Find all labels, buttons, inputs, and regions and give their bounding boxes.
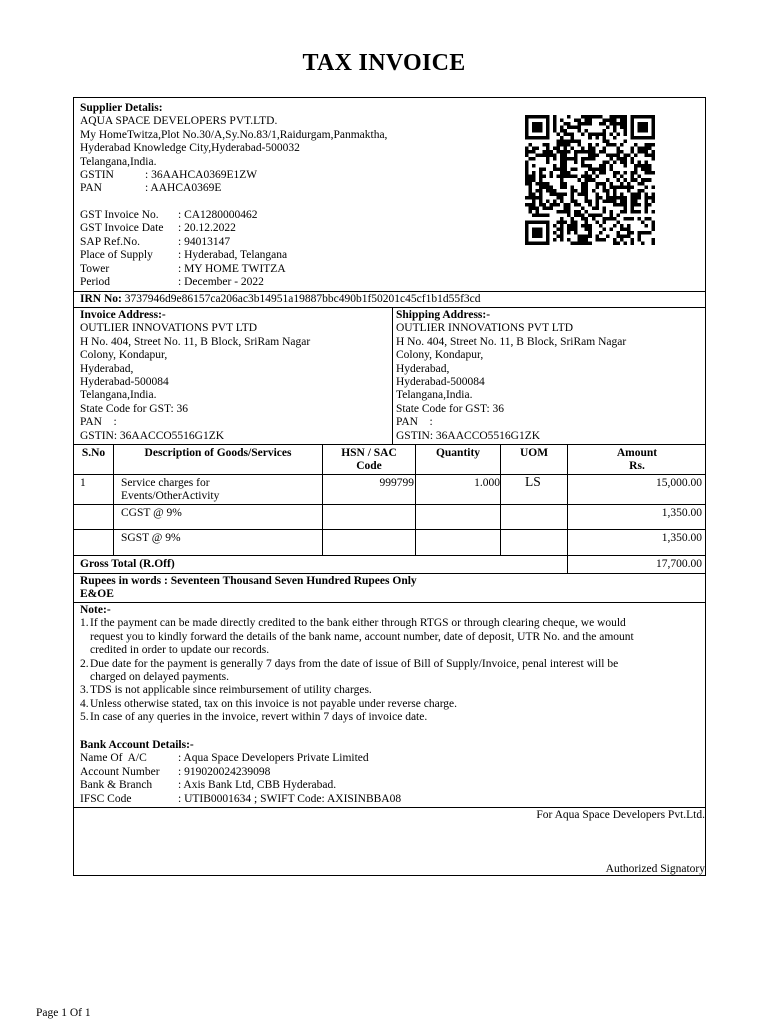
divider xyxy=(73,474,706,475)
address-line: OUTLIER INNOVATIONS PVT LTD xyxy=(80,322,258,335)
address-line: H No. 404, Street No. 11, B Block, SriRam Nagar xyxy=(396,335,627,348)
irn-row xyxy=(80,293,700,306)
qr-modules xyxy=(525,115,655,245)
meta-label: Period xyxy=(80,276,111,289)
gross-total-value: 17,700.00 xyxy=(656,558,702,570)
address-line: PAN : xyxy=(396,416,433,429)
table-cell-amount: 1,350.00 xyxy=(661,507,702,519)
meta-value: : CA1280000462 xyxy=(178,209,258,221)
page-title: TAX INVOICE xyxy=(302,50,466,76)
note-line: charged on delayed payments. xyxy=(90,671,230,684)
note-number: 5. xyxy=(80,711,89,724)
bank-label: Account Number xyxy=(80,765,160,778)
pan-label: PAN xyxy=(80,182,102,195)
divider xyxy=(73,291,706,292)
bank-details xyxy=(80,739,700,806)
divider xyxy=(73,307,706,308)
words-line: Rupees in words : Seventeen Thousand Seven Hundred Rupees Only xyxy=(80,575,417,587)
table-cell-amount: 1,350.00 xyxy=(661,532,702,544)
note-number: 4. xyxy=(80,697,89,710)
table-cell-amount: 15,000.00 xyxy=(656,477,702,489)
meta-label: Tower xyxy=(80,262,110,275)
note-number: 1. xyxy=(80,617,89,630)
address-line: State Code for GST: 36 xyxy=(80,402,189,415)
address-line: Telangana,India. xyxy=(396,389,473,402)
divider xyxy=(500,444,501,555)
note-number: 2. xyxy=(80,657,89,670)
supplier-heading: Supplier Detalis: xyxy=(80,102,163,114)
meta-value: : 20.12.2022 xyxy=(178,222,236,235)
divider xyxy=(73,529,706,530)
address-line: State Code for GST: 36 xyxy=(396,402,505,415)
shipping-address-heading: Shipping Address:- xyxy=(396,309,491,321)
supplier-address: Telangana,India. xyxy=(80,155,157,168)
note-item xyxy=(80,617,702,657)
divider xyxy=(73,807,706,808)
address-line: Telangana,India. xyxy=(80,389,157,402)
amount-in-words xyxy=(80,575,700,602)
bank-value: : Axis Bank Ltd, CBB Hyderabad. xyxy=(178,779,337,792)
invoice-meta xyxy=(80,209,380,289)
note-line: Unless otherwise stated, tax on this invoice is not payable under reverse charge. xyxy=(90,697,458,710)
notes-section xyxy=(80,604,702,725)
note-line: request you to kindly forward the details of the bank name, account number, date of deposit, UTR No. and the amount xyxy=(90,630,634,643)
supplier-address: Hyderabad Knowledge City,Hyderabad-500032 xyxy=(80,142,300,155)
bank-value: : Aqua Space Developers Private Limited xyxy=(178,752,369,765)
table-cell-uom: LS xyxy=(525,474,541,489)
supplier-name: AQUA SPACE DEVELOPERS PVT.LTD. xyxy=(80,115,278,128)
irn-value: 3737946d9e86157ca206ac3b14951a19887bbc490b1f50201c45cf1b1d55f3cd xyxy=(124,293,481,305)
qr-code xyxy=(525,115,655,245)
divider xyxy=(113,444,114,555)
table-cell-description: SGST @ 9% xyxy=(121,532,181,544)
address-line: Colony, Kondapur, xyxy=(396,349,484,362)
note-item xyxy=(80,658,702,685)
address-line: Hyderabad, xyxy=(80,362,134,375)
bank-label: Bank & Branch xyxy=(80,779,153,792)
address-line: GSTIN: 36AACCO5516G1ZK xyxy=(396,429,541,442)
eoe-note: E&OE xyxy=(80,588,114,601)
meta-label: SAP Ref.No. xyxy=(80,235,140,248)
divider xyxy=(73,504,706,505)
page-number: Page 1 Of 1 xyxy=(36,1007,91,1019)
col-header-hsn xyxy=(323,447,415,474)
address-line: Colony, Kondapur, xyxy=(80,349,168,362)
note-line: credited in order to update our records. xyxy=(90,644,270,657)
table-cell-description xyxy=(121,477,321,504)
pan-value: : AAHCA0369E xyxy=(145,182,222,195)
col-header-description: Description of Goods/Services xyxy=(144,447,292,459)
col-header-amount-line: Amount xyxy=(616,447,658,459)
col-header-amount xyxy=(568,447,706,474)
supplier-details xyxy=(80,102,520,196)
col-header-hsn-line: Code xyxy=(356,460,382,473)
meta-label: GST Invoice Date xyxy=(80,222,164,235)
invoice-address-heading: Invoice Address:- xyxy=(80,309,166,321)
address-line: Hyderabad-500084 xyxy=(80,376,169,389)
col-header-amount-line: Rs. xyxy=(629,460,645,473)
gstin-value: : 36AAHCA0369E1ZW xyxy=(145,169,258,182)
supplier-address: My HomeTwitza,Plot No.30/A,Sy.No.83/1,Raidurgam,Panmaktha, xyxy=(80,128,388,141)
divider xyxy=(392,307,393,444)
shipping-address xyxy=(396,309,701,443)
address-line: Hyderabad, xyxy=(396,362,450,375)
bank-value: : UTIB0001634 ; SWIFT Code: AXISINBBA08 xyxy=(178,792,402,805)
address-line: PAN : xyxy=(80,416,117,429)
meta-value: : December - 2022 xyxy=(178,276,264,289)
address-line: H No. 404, Street No. 11, B Block, SriRam Nagar xyxy=(80,335,311,348)
divider xyxy=(73,602,706,603)
signature-for: For Aqua Space Developers Pvt.Ltd. xyxy=(536,809,705,821)
col-header-sno: S.No xyxy=(81,447,106,459)
col-header-quantity: Quantity xyxy=(435,447,481,459)
bank-heading: Bank Account Details:- xyxy=(80,739,194,751)
note-line: TDS is not applicable since reimbursement of utility charges. xyxy=(90,684,372,697)
divider xyxy=(73,573,706,574)
table-cell-hsn: 999799 xyxy=(379,477,414,489)
table-cell-sno: 1 xyxy=(80,477,86,489)
meta-value: : 94013147 xyxy=(178,235,231,248)
note-item xyxy=(80,698,702,711)
irn-label: IRN No: xyxy=(80,293,122,305)
bank-value: : 919020024239098 xyxy=(178,765,271,778)
description-line: Service charges for xyxy=(121,477,210,489)
note-line: Due date for the payment is generally 7 days from the date of issue of Bill of Supply/Invoice, penal interest will be xyxy=(90,657,619,670)
meta-value: : MY HOME TWITZA xyxy=(178,262,286,275)
address-line: Hyderabad-500084 xyxy=(396,376,485,389)
meta-value: : Hyderabad, Telangana xyxy=(178,249,288,262)
col-header-hsn-line: HSN / SAC xyxy=(341,447,397,459)
table-cell-quantity: 1.000 xyxy=(474,477,500,489)
note-number: 3. xyxy=(80,684,89,697)
invoice-address xyxy=(80,309,390,443)
address-line: GSTIN: 36AACCO5516G1ZK xyxy=(80,429,225,442)
description-line: Events/OtherActivity xyxy=(121,490,220,503)
meta-label: GST Invoice No. xyxy=(80,209,159,221)
note-line: If the payment can be made directly credited to the bank either through RTGS or through clearing cheque, we would xyxy=(90,617,626,630)
note-item xyxy=(80,684,702,697)
divider xyxy=(73,555,706,556)
authorized-signatory: Authorized Signatory xyxy=(605,863,705,875)
divider xyxy=(73,444,706,445)
divider xyxy=(415,444,416,555)
notes-heading: Note:- xyxy=(80,604,111,616)
meta-label: Place of Supply xyxy=(80,249,153,262)
bank-label: IFSC Code xyxy=(80,792,132,805)
address-line: OUTLIER INNOVATIONS PVT LTD xyxy=(396,322,574,335)
note-item xyxy=(80,711,702,724)
table-cell-description: CGST @ 9% xyxy=(121,507,182,519)
gross-total-label: Gross Total (R.Off) xyxy=(80,558,175,570)
gstin-label: GSTIN xyxy=(80,169,114,182)
note-line: In case of any queries in the invoice, revert within 7 days of invoice date. xyxy=(90,711,428,724)
bank-label: Name Of A/C xyxy=(80,752,147,765)
col-header-uom: UOM xyxy=(519,447,549,459)
